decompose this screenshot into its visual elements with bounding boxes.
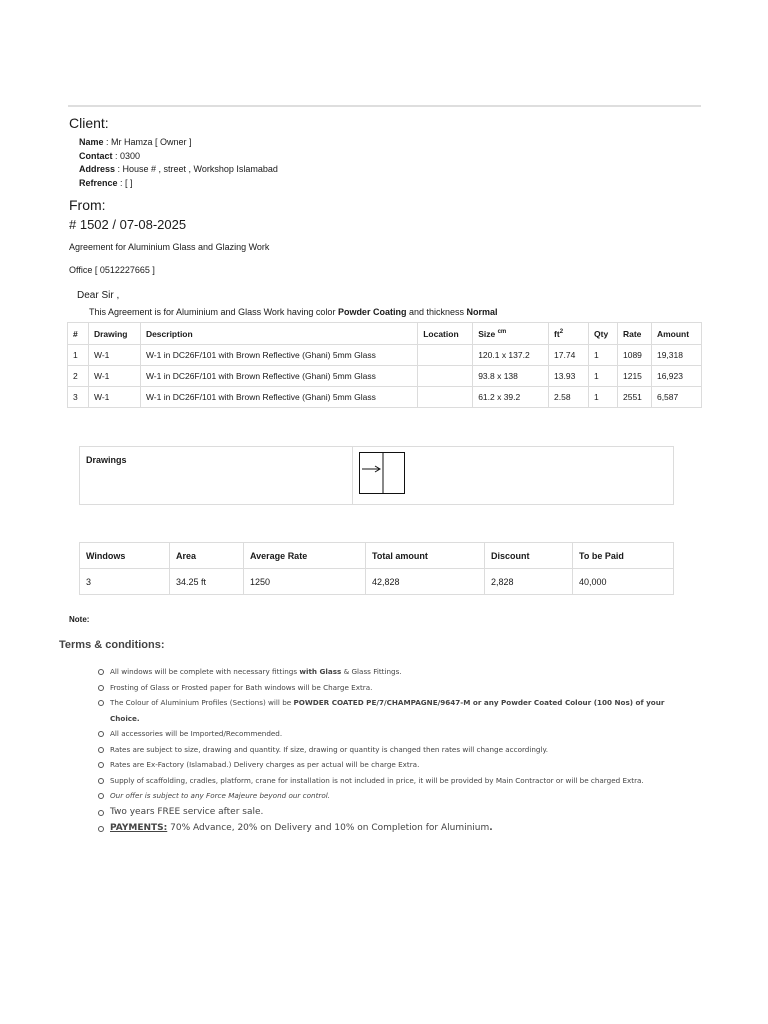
cell-description: W-1 in DC26F/101 with Brown Reflective (Ghani) 5mm Glass bbox=[140, 366, 417, 387]
payments-end: . bbox=[489, 822, 493, 833]
size-unit: cm bbox=[497, 328, 507, 335]
client-heading: Client: bbox=[69, 115, 109, 131]
drawings-label: Drawings bbox=[86, 455, 127, 465]
cell-drawing: W-1 bbox=[88, 366, 140, 387]
col-windows: Windows bbox=[80, 543, 170, 569]
term-text: The Colour of Aluminium Profiles (Sections) will be bbox=[110, 698, 294, 707]
client-contact-line bbox=[79, 150, 278, 164]
col-average-rate: Average Rate bbox=[244, 543, 366, 569]
terms-list bbox=[95, 664, 695, 836]
thickness-value: Normal bbox=[466, 307, 498, 317]
term-text: All windows will be complete with necessary fittings bbox=[110, 667, 300, 676]
items-table bbox=[67, 322, 702, 408]
area-value: 34.25 ft bbox=[170, 569, 244, 595]
col-discount: Discount bbox=[485, 543, 573, 569]
windows-value: 3 bbox=[80, 569, 170, 595]
cell-drawing: W-1 bbox=[88, 345, 140, 366]
table-row bbox=[68, 345, 702, 366]
client-name-line bbox=[79, 136, 278, 150]
client-reference: : [ ] bbox=[117, 177, 133, 188]
contact-label: Contact bbox=[79, 150, 113, 161]
list-item: Supply of scaffolding, cradles, platform, crane for installation is not included in price, it will be provided by Main Contractor or will be charged Extra. bbox=[95, 773, 695, 789]
client-address: : House # , street , Workshop Islamabad bbox=[115, 164, 278, 174]
total-value: 42,828 bbox=[366, 569, 485, 595]
cell-num: 3 bbox=[68, 387, 89, 408]
average-rate-value: 1250 bbox=[244, 569, 366, 595]
list-item bbox=[95, 820, 695, 836]
ft-sup: 2 bbox=[559, 328, 564, 335]
drawings-image-cell bbox=[353, 447, 674, 505]
header-divider bbox=[68, 105, 701, 107]
name-label: Name bbox=[79, 137, 104, 147]
cell-description: W-1 in DC26F/101 with Brown Reflective (Ghani) 5mm Glass bbox=[140, 387, 417, 408]
col-rate: Rate bbox=[617, 323, 651, 345]
cell-ft: 13.93 bbox=[549, 366, 589, 387]
cell-num: 2 bbox=[68, 366, 89, 387]
reference-label: Refrence bbox=[79, 177, 118, 188]
cell-location bbox=[418, 387, 473, 408]
col-to-pay: To be Paid bbox=[573, 543, 674, 569]
col-drawing: Drawing bbox=[88, 323, 140, 345]
cell-location bbox=[418, 366, 473, 387]
payments-label: PAYMENTS: bbox=[110, 822, 168, 833]
payments-text: 70% Advance, 20% on Delivery and 10% on Completion for Aluminium bbox=[167, 822, 490, 833]
term-bold: with Glass bbox=[299, 667, 342, 676]
cell-size: 61.2 x 39.2 bbox=[473, 387, 549, 408]
term-bold: POWDER COATED PE/7/CHAMPAGNE/9647-M or any Powder Coated Colour (100 Nos) of your Choice. bbox=[110, 698, 665, 723]
invoice-number: # 1502 / 07-08-2025 bbox=[69, 217, 187, 232]
client-reference-line bbox=[79, 177, 278, 191]
list-item: Rates are Ex-Factory (Islamabad.) Delivery charges as per actual will be charge Extra. bbox=[95, 757, 695, 773]
table-row bbox=[68, 366, 702, 387]
client-details bbox=[79, 136, 278, 190]
list-item bbox=[95, 664, 695, 680]
drawings-table bbox=[79, 446, 674, 505]
list-item: All accessories will be Imported/Recommended. bbox=[95, 726, 695, 742]
cell-qty: 1 bbox=[589, 387, 618, 408]
discount-value: 2,828 bbox=[485, 569, 573, 595]
col-area: Area bbox=[170, 543, 244, 569]
cell-amount: 19,318 bbox=[651, 345, 701, 366]
intro-mid: and thickness bbox=[406, 307, 467, 317]
note-label: Note: bbox=[69, 615, 90, 624]
terms-heading: Terms & conditions: bbox=[59, 639, 165, 651]
cell-qty: 1 bbox=[589, 366, 618, 387]
col-num: # bbox=[68, 323, 89, 345]
col-total: Total amount bbox=[366, 543, 485, 569]
sliding-window-icon bbox=[359, 452, 405, 494]
to-pay-value: 40,000 bbox=[573, 569, 674, 595]
cell-rate: 1215 bbox=[617, 366, 651, 387]
list-item: Frosting of Glass or Frosted paper for Bath windows will be Charge Extra. bbox=[95, 680, 695, 696]
client-contact: : 0300 bbox=[112, 150, 141, 161]
cell-rate: 1089 bbox=[617, 345, 651, 366]
cell-size: 120.1 x 137.2 bbox=[473, 345, 549, 366]
cell-ft: 2.58 bbox=[549, 387, 589, 408]
from-heading: From: bbox=[69, 197, 106, 213]
list-item: Our offer is subject to any Force Majeure beyond our control. bbox=[95, 788, 695, 804]
client-address-line bbox=[79, 163, 278, 177]
drawings-label-cell bbox=[80, 447, 353, 505]
col-amount: Amount bbox=[651, 323, 701, 345]
coating-type: Powder Coating bbox=[337, 307, 407, 317]
term-text: & Glass Fittings. bbox=[341, 667, 402, 676]
summary-values-row bbox=[80, 569, 674, 595]
ft-label: ft bbox=[554, 328, 560, 339]
agreement-title: Agreement for Aluminium Glass and Glazing Work bbox=[69, 242, 270, 252]
col-qty: Qty bbox=[589, 323, 618, 345]
intro-text bbox=[89, 307, 498, 317]
summary-header-row bbox=[80, 543, 674, 569]
items-header-row bbox=[68, 323, 702, 345]
list-item: Two years FREE service after sale. bbox=[95, 804, 695, 820]
cell-qty: 1 bbox=[589, 345, 618, 366]
col-size bbox=[473, 323, 549, 345]
summary-table bbox=[79, 542, 674, 595]
salutation: Dear Sir , bbox=[77, 290, 120, 301]
table-row bbox=[68, 387, 702, 408]
cell-description: W-1 in DC26F/101 with Brown Reflective (Ghani) 5mm Glass bbox=[140, 345, 417, 366]
cell-size: 93.8 x 138 bbox=[473, 366, 549, 387]
size-label: Size bbox=[478, 328, 496, 339]
office-phone: Office [ 0512227665 ] bbox=[69, 265, 155, 275]
intro-pre: This Agreement is for Aluminium and Glass Work having color bbox=[89, 307, 338, 317]
list-item bbox=[95, 695, 695, 726]
cell-rate: 2551 bbox=[617, 387, 651, 408]
col-location: Location bbox=[418, 323, 473, 345]
client-name: : Mr Hamza [ Owner ] bbox=[103, 137, 192, 147]
address-label: Address bbox=[79, 164, 116, 174]
col-ft bbox=[549, 323, 589, 345]
cell-ft: 17.74 bbox=[549, 345, 589, 366]
cell-amount: 6,587 bbox=[651, 387, 701, 408]
col-description: Description bbox=[140, 323, 417, 345]
list-item: Rates are subject to size, drawing and quantity. If size, drawing or quantity is changed then rates will change accordingly. bbox=[95, 742, 695, 758]
cell-amount: 16,923 bbox=[651, 366, 701, 387]
cell-location bbox=[418, 345, 473, 366]
cell-drawing: W-1 bbox=[88, 387, 140, 408]
cell-num: 1 bbox=[68, 345, 89, 366]
